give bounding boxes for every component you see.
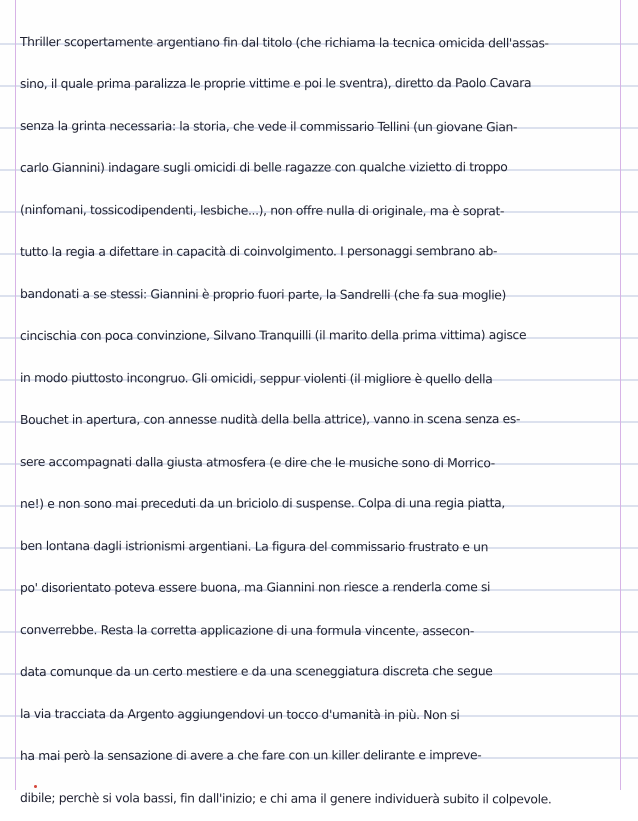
text-line-4: carlo Giannini) indagare sugli omicidi di belle ragazze con qualche vizietto di troppo <box>19 159 508 175</box>
text-line-8: cincischia con poca convinzione, Silvano Tranquilli (il marito della prima vittima) agisce <box>19 327 527 343</box>
text-line-2: sino, il quale prima paralizza le proprie vittime e poi le sventra), diretto da Paolo Cavara <box>19 75 532 91</box>
left-margin-line <box>15 0 16 790</box>
text-line-12: ne!) e non sono mai preceduti da un briciolo di suspense. Colpa di una regia piatta, <box>19 495 505 511</box>
text-line-14: po' disorientato poteva essere buona, ma Giannini non riesce a renderla come si <box>19 579 491 595</box>
text-line-1: Thriller scopertamente argentiano fin dal titolo (che richiama la tecnica omicida dell'assas- <box>19 34 549 51</box>
right-margin-line <box>620 0 621 790</box>
text-line-3: senza la grinta necessaria: la storia, che vede il commissario Tellini (un giovane Gian- <box>19 118 518 135</box>
ink-dot-mark <box>34 785 37 788</box>
text-line-18: ha mai però la sensazione di avere a che fare con un killer delirante e impreve- <box>19 747 482 763</box>
text-line-13: ben lontana dagli istrionismi argentiani. La figura del commissario frustrato e un <box>19 538 489 555</box>
text-line-17: la via tracciata da Argento aggiungendovi un tocco d'umanità in più. Non si <box>19 706 460 723</box>
text-line-16: data comunque da un certo mestiere e da una sceneggiatura discreta che segue <box>19 663 493 679</box>
text-line-5: (ninfomani, tossicodipendenti, lesbiche...), non offre nulla di originale, ma è soprat- <box>19 202 505 219</box>
text-line-7: bandonati a se stessi: Giannini è proprio fuori parte, la Sandrelli (che fa sua moglie) <box>19 286 507 303</box>
text-line-15: converrebbe. Resta la corretta applicazione di una formula vincente, assecon- <box>19 622 474 639</box>
text-line-19: dibile; perchè si vola bassi, fin dall'inizio; e chi ama il genere individuerà subito il colpevole. <box>19 790 552 807</box>
text-line-11: sere accompagnati dalla giusta atmosfera (e dire che le musiche sono di Morrico- <box>19 454 495 471</box>
text-line-6: tutto la regia a difettare in capacità di coinvolgimento. I personaggi sembrano ab- <box>19 243 498 259</box>
text-line-9: in modo piuttosto incongruo. Gli omicidi, seppur violenti (il migliore è quello della <box>19 370 493 387</box>
text-line-10: Bouchet in apertura, con annesse nudità della bella attrice), vanno in scena senza es- <box>19 411 521 427</box>
handwritten-text-block <box>20 21 618 819</box>
